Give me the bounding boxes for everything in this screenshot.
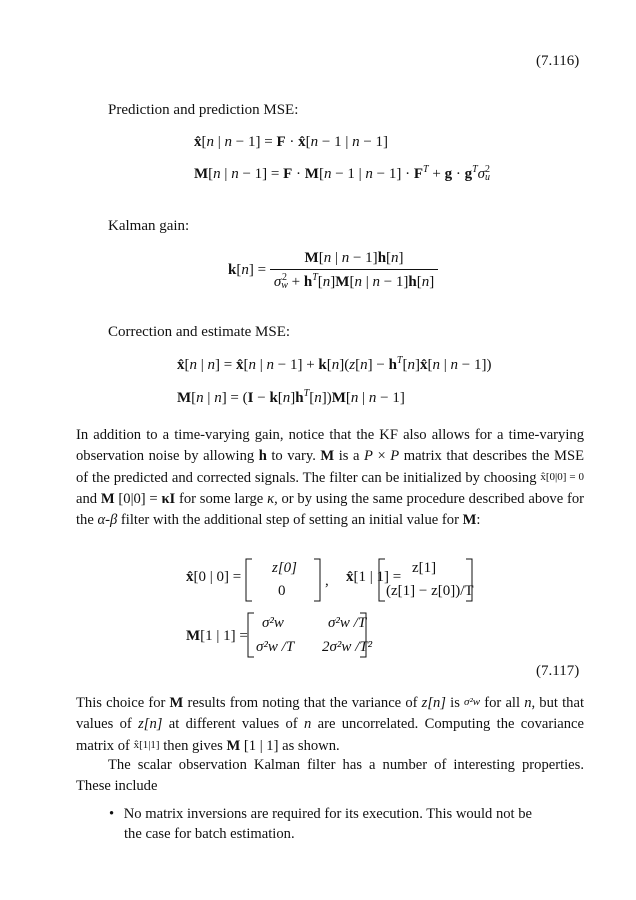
m11-entry-12: σ²w /T — [328, 615, 367, 631]
x00-lhs: x̂[0 | 0] = — [186, 569, 242, 585]
equation-corrected-state: x̂[n | n] = x̂[n | $n - 1] + k[n](z[n] - h^T[n]x̂[n$ | n − 1]) — [177, 355, 492, 373]
m11-entry-11: σ²w — [262, 615, 284, 631]
m11-entry-21: σ²w /T — [256, 639, 295, 655]
paragraph-choice-for-m: This choice for M results from noting that the variance of z[n] is σ²w for all n, but that values of z[n] at different values of n are uncorrelated. Computing the covariance matrix of x̂[1|1] then gives M [1 | 1] as shown. — [76, 695, 584, 754]
inline-equation-x00: x̂[0|0] = 0 — [540, 471, 584, 483]
svg-text:,: , — [325, 573, 329, 589]
initialization-equations — [180, 545, 490, 660]
bullet-symbol: • — [109, 806, 115, 822]
equation-corrected-mse: M[n | $n] = (I - k[n]h^T[n])M[n$ | n − 1] — [177, 388, 405, 406]
heading-kalman-gain: Kalman gain: — [108, 218, 190, 234]
x00-row1: z[0] — [272, 560, 298, 576]
equation-number-7-117: (7.117) — [536, 663, 580, 679]
paragraph-properties: The scalar observation Kalman filter has a number of interesting properties. These include — [76, 757, 584, 794]
bullet-item: • No matrix inversions are required for its execution. This would not be — [109, 806, 533, 822]
heading-prediction: Prediction and prediction MSE: — [108, 102, 299, 118]
equation-number-7-116: (7.116) — [536, 53, 580, 69]
equation-predicted-state: x̂[n | n − 1] = F · x̂[n − 1 | n − 1] — [194, 134, 389, 150]
x00-row2: 0 — [278, 583, 286, 599]
x11-row2: (z[1] − z[0])/T — [386, 583, 474, 599]
x11-lhs: x̂[1 | 1] = — [346, 569, 402, 585]
equation-kalman-gain: k[n] = M[n | n − 1]h[n] σ 2 w + $h^T[n]M[n$ | n − 1]h[n] — [228, 250, 438, 291]
bullet-item-continuation: the case for batch estimation. — [124, 826, 295, 842]
x11-row1: z[1] — [412, 560, 437, 576]
m11-entry-22: 2σ²w /T² — [322, 639, 373, 655]
equation-predicted-mse: M[n | n − 1] = F · M[n − 1 | $n - 1] \cdot F^T + g \cdot g^T\sigma$ 2 u — [194, 164, 491, 183]
heading-correction: Correction and estimate MSE: — [108, 324, 291, 340]
paragraph-time-varying-gain: In addition to a time-varying gain, notice that the KF also allows for a time-varying observation noise by allowing h to vary. M is a P × P matrix that describes the MSE of the predicted and corrected signals. The filter can be initialized by choosing x̂[0|0] = 0 and M [0|0] = κI for some large κ, or by using the same procedure described above for the α-β filter with the additional step of setting an initial value for M: — [76, 427, 584, 528]
m11-lhs: M[1 | 1] = — [186, 628, 248, 644]
